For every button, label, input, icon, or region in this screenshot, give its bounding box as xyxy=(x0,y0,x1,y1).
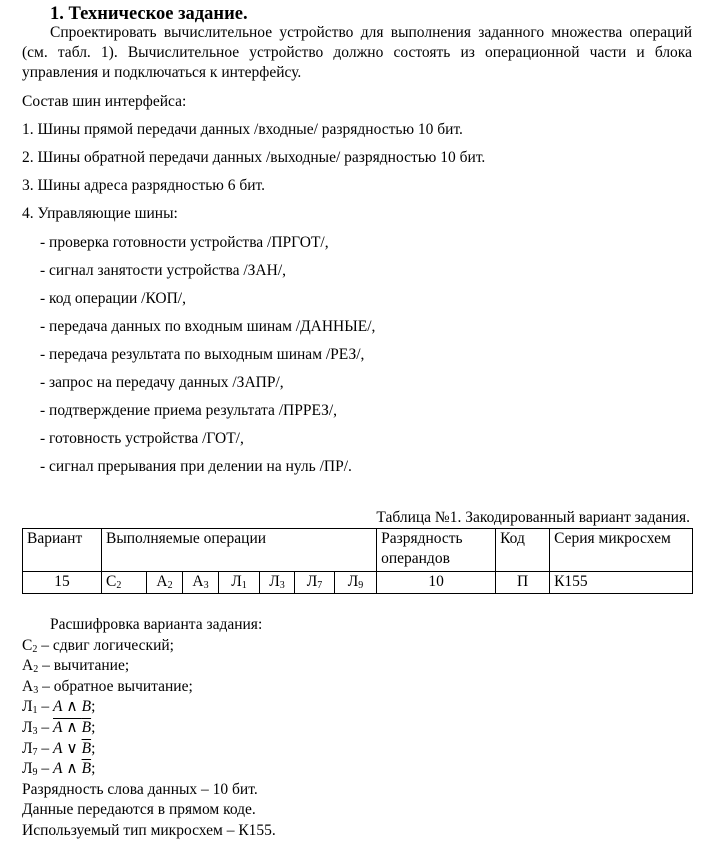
control-item-kop: - код операции /КОП/, xyxy=(40,290,186,307)
bus-title: Состав шин интерфейса: xyxy=(22,93,187,110)
decode-code-form: Данные передаются в прямом коде. xyxy=(22,801,256,819)
decode-title: Расшифровка варианта задания: xyxy=(50,616,263,633)
header-code: Код xyxy=(496,529,550,572)
control-item-rez: - передача результата по выходным шинам /РЕЗ/, xyxy=(40,346,365,363)
control-item-zan: - сигнал занятости устройства /ЗАН/, xyxy=(40,262,286,279)
intro-paragraph xyxy=(22,23,692,83)
control-item-prgot: - проверка готовности устройства /ПРГОТ/, xyxy=(40,234,329,251)
decode-c2: $С_2$ – сдвиг логический; xyxy=(22,636,174,655)
decode-chip-type: Используемый тип микросхем – К155. xyxy=(22,821,276,839)
table-caption: Таблица №1. Закодированный вариант задания. xyxy=(376,509,690,526)
cell-op-l1: $Л_1$ xyxy=(219,572,260,594)
bus-item-1: 1. Шины прямой передачи данных /входные/ разрядностью 10 бит. xyxy=(22,121,463,138)
control-item-zapr: - запрос на передачу данных /ЗАПР/, xyxy=(40,374,284,391)
decode-a2: $А_2$ – вычитание; xyxy=(22,657,130,676)
header-operations: Выполняемые операции xyxy=(102,529,377,572)
cell-series: К155 xyxy=(550,572,693,594)
intro-text: Спроектировать вычислительное устройство для выполнения заданного множества операций (см. табл. 1). Вычислительное устройство должно состоять из операционной части и блока управления и подключаться к интерфейсу. xyxy=(22,24,692,81)
control-item-pr: - сигнал прерывания при делении на нуль /ПР/. xyxy=(40,458,352,475)
control-item-got: - готовность устройства /ГОТ/, xyxy=(40,430,244,447)
decode-l9: $Л_9$ – A ∧ $\overline{B}$; xyxy=(22,760,96,779)
decode-l1: $Л_1$ – A ∧ B; xyxy=(22,698,96,717)
header-bitness: Разрядность операндов xyxy=(377,529,496,572)
table-row xyxy=(23,572,693,594)
cell-op-l7: $Л_7$ xyxy=(295,572,335,594)
cell-op-l9: $Л_9$ xyxy=(335,572,377,594)
section-heading: 1. Техническое задание. xyxy=(50,4,248,24)
header-variant: Вариант xyxy=(23,529,102,572)
cell-op-a2: $А_2$ xyxy=(147,572,183,594)
cell-bitness: 10 xyxy=(377,572,496,594)
cell-code: П xyxy=(496,572,550,594)
control-item-prrez: - подтверждение приема результата /ПРРЕЗ/, xyxy=(40,402,338,419)
bus-item-4: 4. Управляющие шины: xyxy=(22,205,178,222)
decode-bitness: Разрядность слова данных – 10 бит. xyxy=(22,780,258,798)
decode-l3: $Л_3$ – A ∧ B; xyxy=(22,718,96,737)
cell-op-a3: $А_3$ xyxy=(183,572,219,594)
cell-variant: 15 xyxy=(23,572,102,594)
control-item-dannye: - передача данных по входным шинам /ДАННЫЕ/, xyxy=(40,318,376,335)
decode-a3: $А_3$ – обратное вычитание; xyxy=(22,677,193,696)
decode-l7: $Л_7$ – A ∨ $\overline{B}$; xyxy=(22,739,96,758)
table-header-row xyxy=(23,529,693,572)
header-series: Серия микросхем xyxy=(550,529,693,572)
variant-table xyxy=(22,528,693,594)
cell-op-c2: $С_2$ xyxy=(102,572,147,594)
bus-item-3: 3. Шины адреса разрядностью 6 бит. xyxy=(22,177,266,194)
cell-op-l3: $Л_3$ xyxy=(260,572,295,594)
bus-item-2: 2. Шины обратной передачи данных /выходные/ разрядностью 10 бит. xyxy=(22,149,486,166)
decode-block xyxy=(22,615,276,842)
